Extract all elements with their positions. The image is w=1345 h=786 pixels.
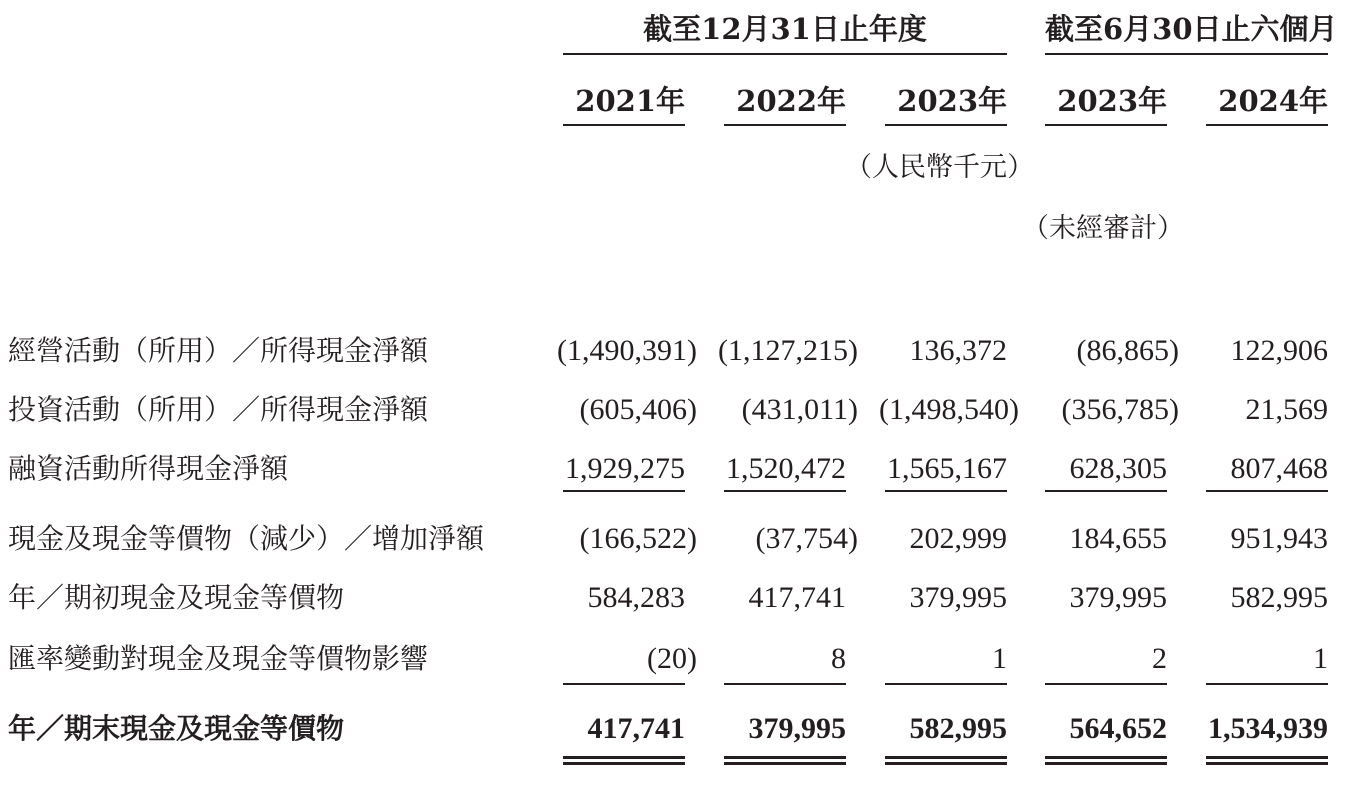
total-rule-2023-h1 [1045,683,1167,685]
cell-closing-2023: 582,995 [909,712,1007,745]
header-group-interim-rule [1045,53,1328,55]
double-rule-2023-h1 [1045,756,1167,765]
cell-investing-2023-h1: (356,785) [1061,393,1179,426]
cell-fx-2024-h1: 1 [1313,642,1328,675]
cell-operating-2021: (1,490,391) [557,334,697,367]
cell-operating-2024-h1: 122,906 [1230,334,1328,367]
subtotal-rule-2024-h1 [1206,490,1328,492]
cell-net-change-2023: 202,999 [909,522,1007,555]
row-label-opening-balance: 年／期初現金及現金等價物 [8,581,345,614]
year-rule-2021 [563,124,685,126]
year-header-2021: 2021年 [575,84,685,118]
cell-opening-2023-h1: 379,995 [1069,581,1167,614]
cell-financing-2023-h1: 628,305 [1069,452,1167,485]
cell-opening-2021: 584,283 [587,581,685,614]
cell-financing-2021: 1,929,275 [565,452,685,485]
cell-net-change-2022: (37,754) [755,522,858,555]
cell-operating-2023-h1: (86,865) [1076,334,1179,367]
double-rule-2022 [724,756,846,765]
cell-fx-2023-h1: 2 [1152,642,1167,675]
cell-investing-2023: (1,498,540) [879,393,1019,426]
cell-closing-2023-h1: 564,652 [1069,712,1167,745]
cell-investing-2021: (605,406) [579,393,697,426]
row-label-operating: 經營活動（所用）／所得現金淨額 [8,334,429,367]
subtotal-rule-2023 [885,490,1007,492]
total-rule-2021 [563,683,685,685]
cell-closing-2024-h1: 1,534,939 [1208,712,1328,745]
cell-operating-2022: (1,127,215) [718,334,858,367]
cell-fx-2021: (20) [647,642,697,675]
cell-opening-2023: 379,995 [909,581,1007,614]
cell-operating-2023: 136,372 [909,334,1007,367]
year-header-2024: 2024年 [1218,84,1328,118]
subtotal-rule-2021 [563,490,685,492]
year-rule-2022 [724,124,846,126]
subtotal-rule-2022 [724,490,846,492]
cell-investing-2022: (431,011) [741,393,858,426]
row-label-investing: 投資活動（所用）／所得現金淨額 [8,393,429,426]
cell-financing-2022: 1,520,472 [726,452,846,485]
currency-note: （人民幣千元） [845,152,1034,183]
double-rule-2023 [885,756,1007,765]
total-rule-2023 [885,683,1007,685]
cell-investing-2024-h1: 21,569 [1245,393,1328,426]
cell-net-change-2021: (166,522) [579,522,697,555]
header-group-annual-rule [563,53,1007,55]
cell-closing-2021: 417,741 [587,712,685,745]
year-header-2023-annual: 2023年 [897,84,1007,118]
cell-closing-2022: 379,995 [748,712,846,745]
double-rule-2021 [563,756,685,765]
cell-net-change-2024-h1: 951,943 [1230,522,1328,555]
total-rule-2022 [724,683,846,685]
header-group-annual: 截至12月31日止年度 [643,12,927,46]
cell-fx-2023: 1 [992,642,1007,675]
year-header-2022: 2022年 [736,84,846,118]
subtotal-rule-2023-h1 [1045,490,1167,492]
header-group-interim: 截至6月30日止六個月 [1045,12,1338,46]
year-rule-2023-annual [885,124,1007,126]
year-header-2023-interim: 2023年 [1057,84,1167,118]
cell-financing-2023: 1,565,167 [887,452,1007,485]
row-label-fx-effect: 匯率變動對現金及現金等價物影響 [8,642,429,675]
row-label-closing-balance: 年／期末現金及現金等價物 [8,712,345,745]
total-rule-2024-h1 [1206,683,1328,685]
cell-net-change-2023-h1: 184,655 [1069,522,1167,555]
row-label-financing: 融資活動所得現金淨額 [8,452,289,485]
cell-opening-2024-h1: 582,995 [1230,581,1328,614]
year-rule-2023-interim [1045,124,1167,126]
cell-opening-2022: 417,741 [748,581,846,614]
year-rule-2024 [1206,124,1328,126]
unaudited-note: （未經審計） [1022,213,1184,244]
row-label-net-change: 現金及現金等價物（減少）／增加淨額 [8,522,485,555]
double-rule-2024-h1 [1206,756,1328,765]
cell-financing-2024-h1: 807,468 [1230,452,1328,485]
cell-fx-2022: 8 [831,642,846,675]
